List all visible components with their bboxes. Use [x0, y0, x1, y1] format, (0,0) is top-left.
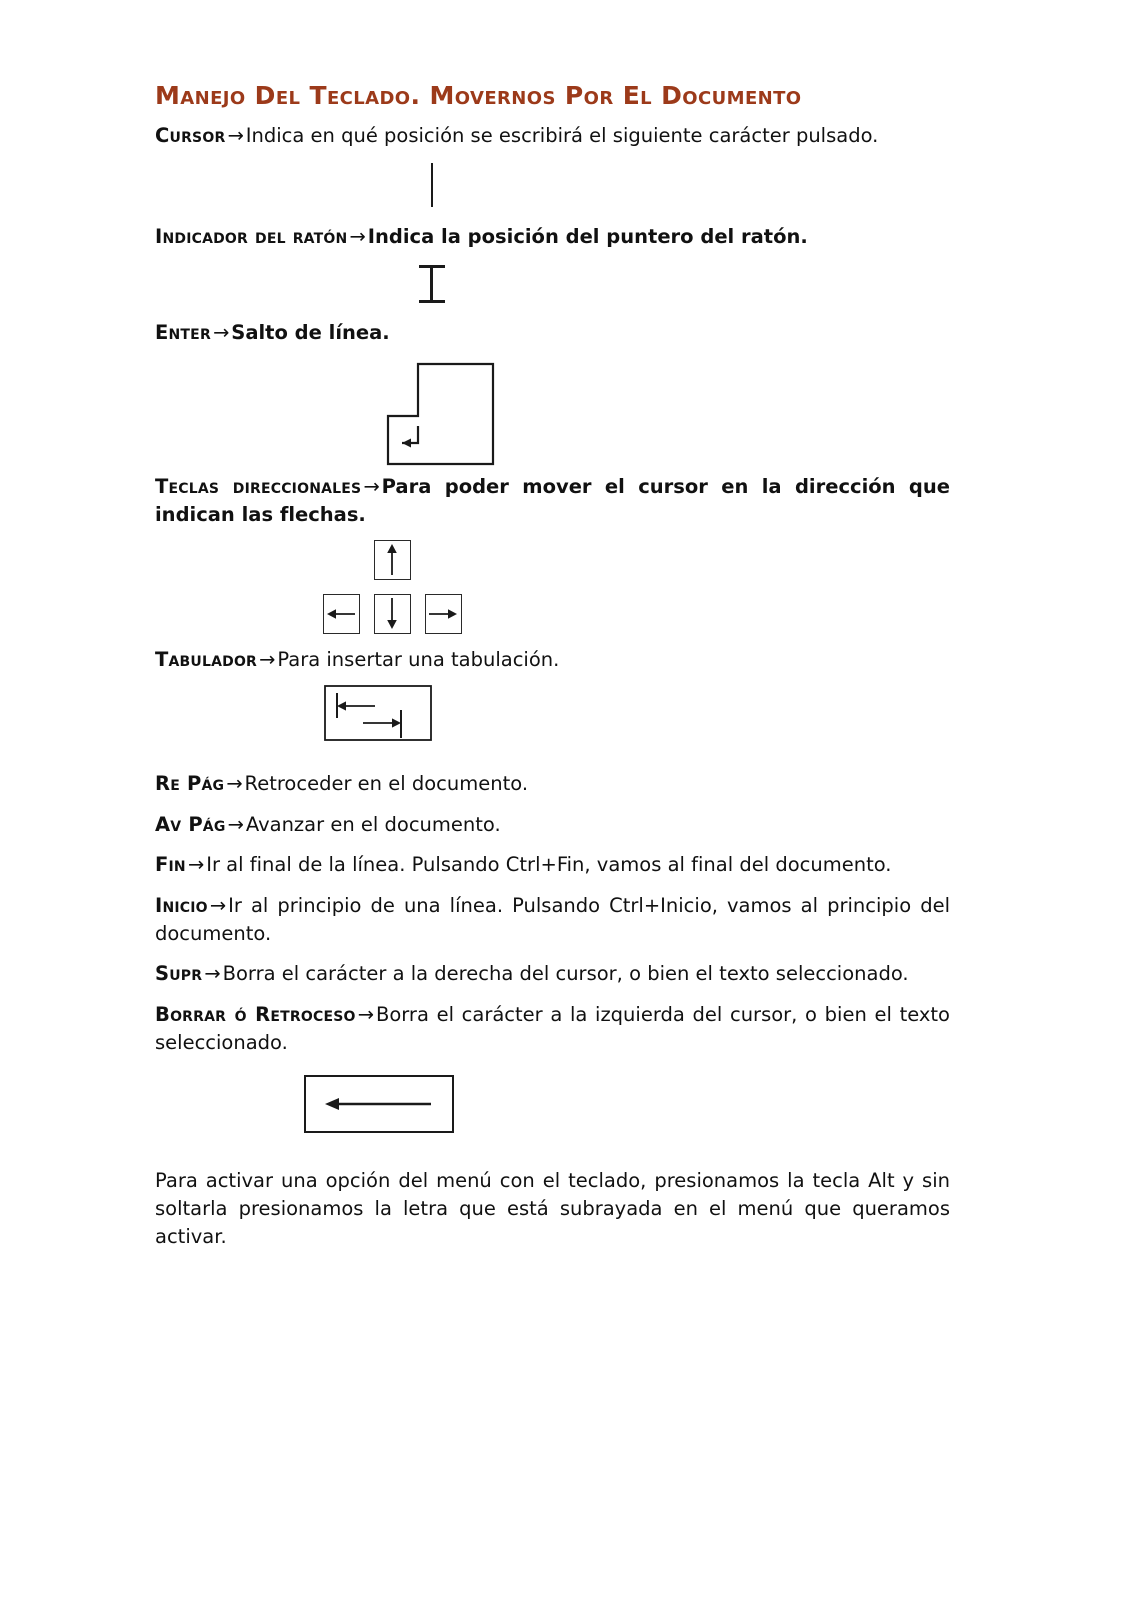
term-enter: Enter — [155, 321, 211, 345]
arrow-right-icon: → — [209, 893, 227, 917]
desc-tabulador: Para insertar una tabulación. — [277, 648, 560, 672]
figure-arrow-keys — [155, 534, 950, 646]
arrow-right-icon: → — [226, 771, 243, 795]
term-inicio: Inicio — [155, 893, 208, 917]
spacer — [155, 1157, 950, 1167]
arrow-right-icon: → — [227, 812, 244, 836]
desc-teclas-direccionales: Para poder mover el cursor en la dirección que indican las flechas. — [155, 474, 950, 526]
entry-fin — [155, 851, 950, 879]
arrow-right-icon: → — [259, 648, 276, 672]
figure-i-beam-pointer — [155, 257, 950, 319]
term-re-pag: Re Pág — [155, 771, 225, 795]
spacer — [155, 760, 950, 770]
term-supr: Supr — [155, 962, 203, 986]
arrow-right-icon: → — [204, 962, 221, 986]
term-indicador-raton: Indicador del ratón — [155, 225, 348, 249]
entry-arrow-keys — [155, 473, 950, 528]
desc-fin: Ir al final de la línea. Pulsando Ctrl+Fin, vamos al final del documento. — [206, 853, 892, 877]
entry-re-pag — [155, 770, 950, 798]
arrow-down-icon — [375, 595, 409, 632]
entry-supr — [155, 960, 950, 988]
term-teclas-direccionales: Teclas direccionales — [155, 474, 362, 498]
enter-key-icon — [380, 359, 500, 469]
desc-borrar: Borra el carácter a la izquierda del cursor, o bien el texto seleccionado. — [155, 1003, 950, 1054]
entry-cursor — [155, 122, 950, 150]
entry-av-pag — [155, 811, 950, 839]
arrow-left-icon — [324, 595, 358, 632]
entry-borrar — [155, 1001, 950, 1056]
backspace-key-icon — [303, 1074, 455, 1134]
desc-indicador-raton: Indica la posición del puntero del ratón. — [367, 225, 808, 249]
desc-supr: Borra el carácter a la derecha del cursor, o bien el texto seleccionado. — [222, 962, 909, 986]
figure-text-caret — [155, 155, 950, 223]
arrow-right-icon: → — [212, 321, 230, 345]
arrow-left-key — [323, 594, 360, 634]
arrow-right-icon — [426, 595, 460, 632]
arrow-right-key — [425, 594, 462, 634]
figure-backspace-key — [155, 1062, 950, 1157]
arrow-up-key — [374, 540, 411, 580]
i-beam-bottom-cap — [419, 300, 445, 303]
closing-paragraph: Para activar una opción del menú con el teclado, presionamos la tecla Alt y sin soltarla presionamos la letra que está subrayada en el menú que queramos activar. — [155, 1169, 950, 1248]
arrow-down-key — [374, 594, 411, 634]
term-tabulador: Tabulador — [155, 648, 258, 672]
i-beam-stem — [430, 265, 433, 303]
entry-enter — [155, 319, 950, 347]
term-cursor: Cursor — [155, 123, 226, 147]
desc-inicio: Ir al principio de una línea. Pulsando Ctrl+Inicio, vamos al principio del documento. — [155, 893, 950, 945]
term-borrar: Borrar ó Retroceso — [155, 1003, 356, 1026]
arrow-right-icon: → — [187, 853, 205, 877]
entry-tabulador — [155, 646, 950, 674]
i-beam-icon — [419, 265, 445, 303]
arrow-right-icon: → — [227, 123, 244, 147]
arrow-right-icon: → — [349, 225, 366, 249]
desc-cursor: Indica en qué posición se escribirá el siguiente carácter pulsado. — [245, 123, 879, 147]
text-caret-icon — [431, 163, 433, 207]
page-title: Manejo Del Teclado. Movernos Por El Documento — [155, 81, 802, 110]
arrow-right-icon: → — [357, 1003, 374, 1026]
desc-av-pag: Avanzar en el documento. — [245, 812, 501, 836]
arrow-up-icon — [375, 541, 409, 578]
document-content — [155, 82, 950, 1263]
term-fin: Fin — [155, 853, 186, 877]
desc-re-pag: Retroceder en el documento. — [244, 771, 529, 795]
tab-key-icon — [323, 684, 433, 742]
figure-tab-key — [155, 680, 950, 760]
entry-inicio — [155, 892, 950, 947]
entry-mouse-pointer — [155, 223, 950, 251]
term-av-pag: Av Pág — [155, 812, 226, 836]
arrow-right-icon: → — [363, 474, 380, 498]
desc-enter: Salto de línea. — [231, 321, 390, 345]
figure-enter-key — [155, 353, 950, 473]
